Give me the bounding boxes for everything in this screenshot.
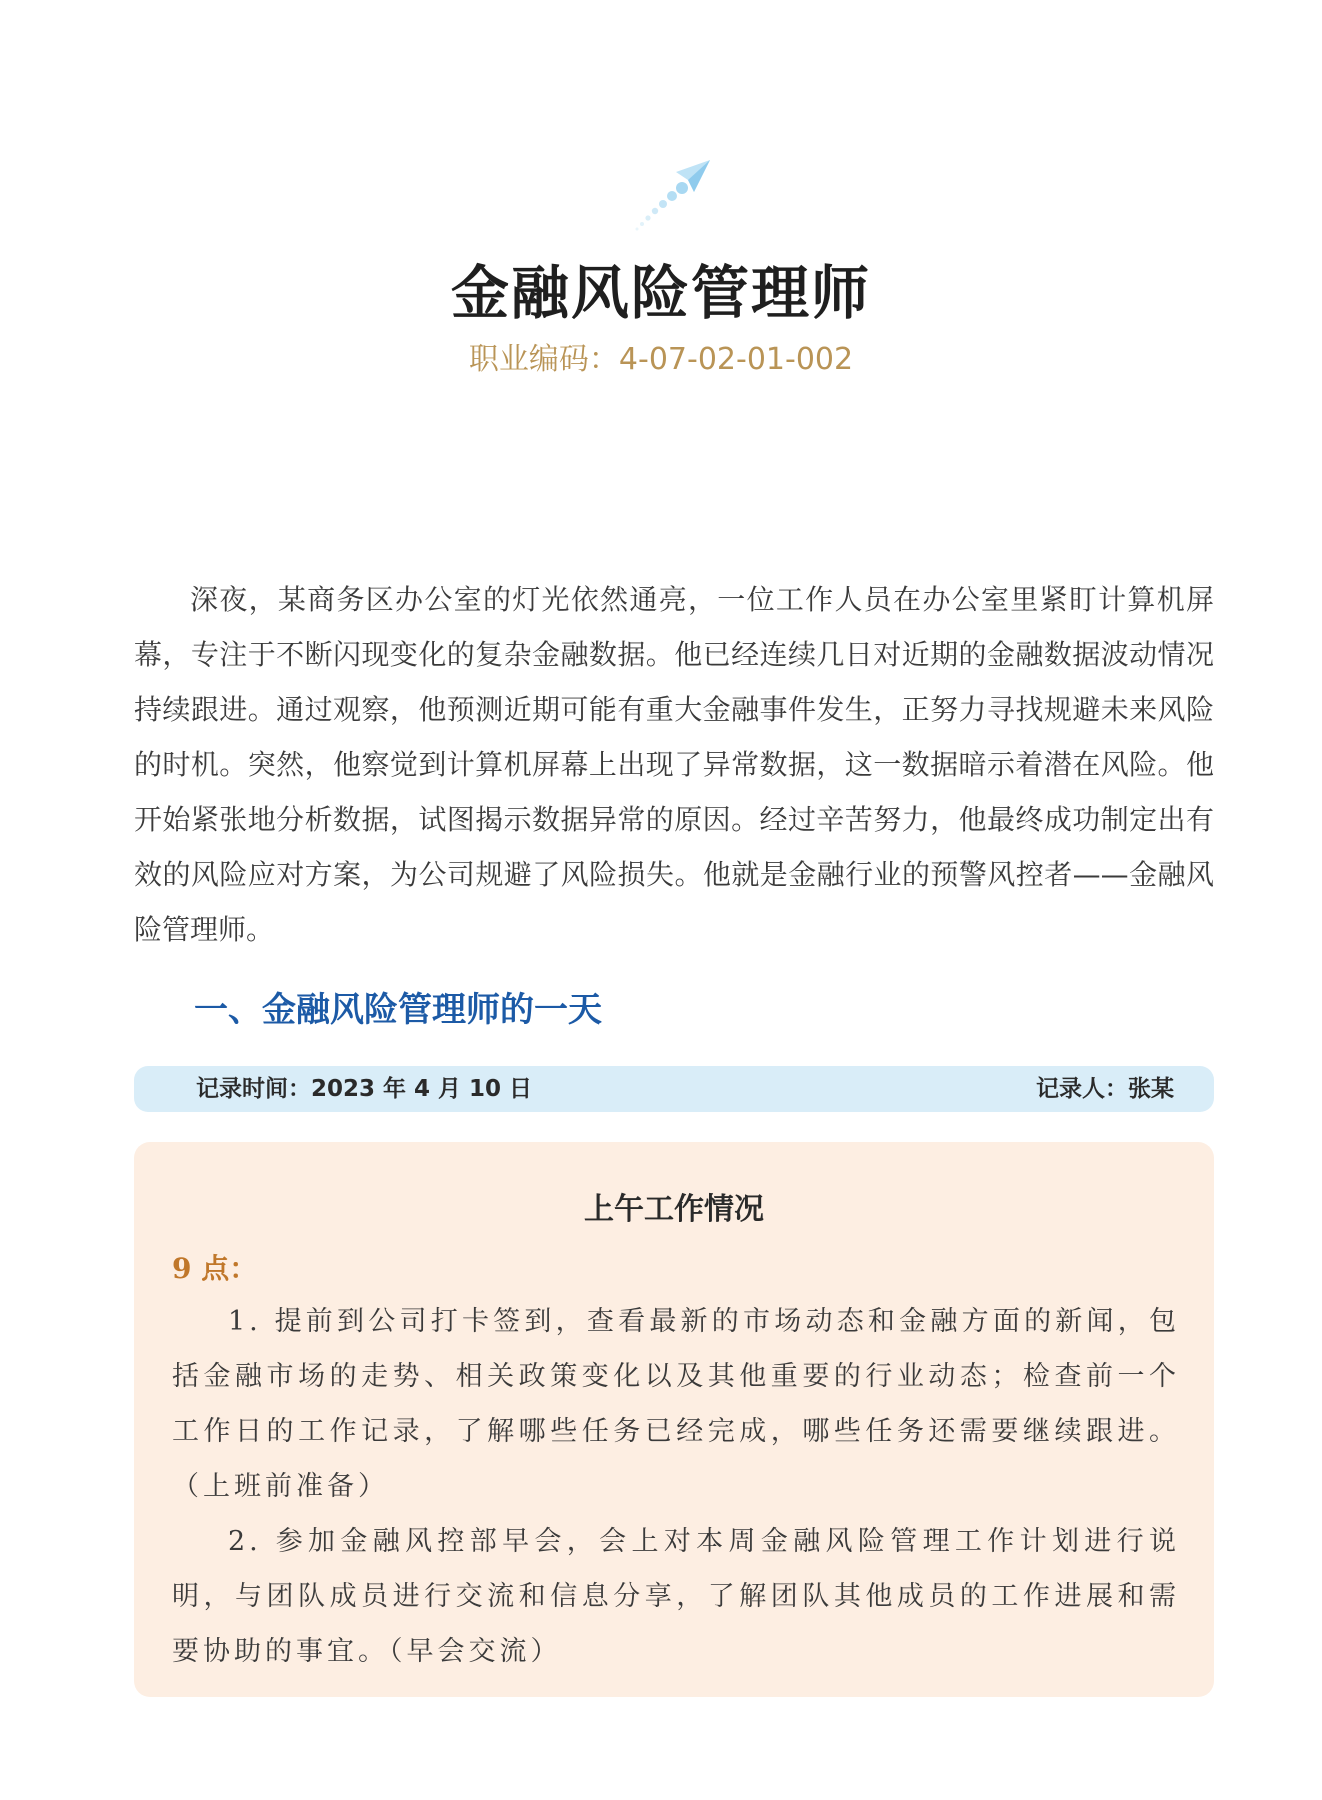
section-heading: 一、金融风险管理师的一天 (194, 990, 602, 1030)
paper-plane-arrow-icon (632, 158, 712, 234)
record-person: 记录人：张某 (1036, 1076, 1174, 1102)
page-title: 金融风险管理师 (450, 259, 871, 327)
morning-work-card (134, 1142, 1214, 1697)
occupation-code: 职业编码：4-07-02-01-002 (468, 342, 854, 377)
card-title: 上午工作情况 (584, 1192, 764, 1227)
work-item: 1. 提前到公司打卡签到，查看最新的市场动态和金融方面的新闻，包括金融市场的走势、相关政策变化以及其他重要的行业动态；检查前一个工作日的工作记录，了解哪些任务已经完成，哪些任务还需要继续跟进。（上班前准备） (172, 1306, 1180, 1502)
record-time: 记录时间：2023 年 4 月 10 日 (196, 1076, 533, 1102)
work-item: 2. 参加金融风控部早会，会上对本周金融风险管理工作计划进行说明，与团队成员进行交流和信息分享，了解团队其他成员的工作进展和需要协助的事宜。（早会交流） (172, 1526, 1180, 1667)
record-bar (134, 1066, 1214, 1112)
time-label: 9 点： (172, 1252, 258, 1285)
intro-paragraph: 深夜，某商务区办公室的灯光依然通亮，一位工作人员在办公室里紧盯计算机屏幕，专注于不断闪现变化的复杂金融数据。他已经连续几日对近期的金融数据波动情况持续跟进。通过观察，他预测近期可能有重大金融事件发生，正努力寻找规避未来风险的时机。突然，他察觉到计算机屏幕上出现了异常数据，这一数据暗示着潜在风险。他开始紧张地分析数据，试图揭示数据异常的原因。经过辛苦努力，他最终成功制定出有效的风险应对方案，为公司规避了风险损失。他就是金融行业的预警风控者——金融风险管理师。 (134, 583, 1214, 946)
